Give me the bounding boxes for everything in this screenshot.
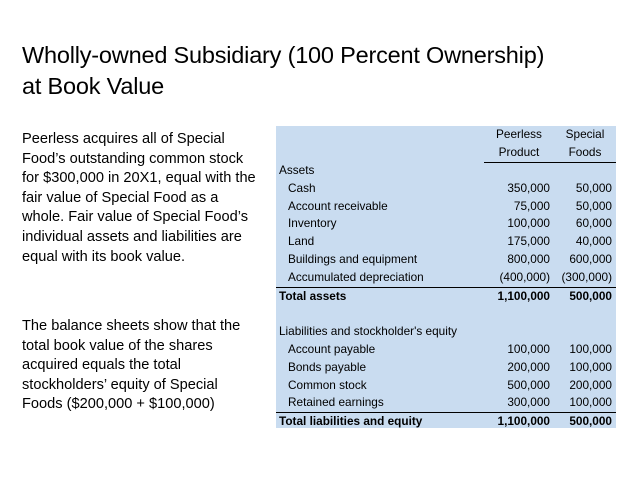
special-value: 600,000 bbox=[569, 252, 612, 267]
special-value: 100,000 bbox=[554, 394, 616, 412]
peerless-value: (400,000) bbox=[484, 269, 554, 287]
peerless-value: 350,000 bbox=[507, 180, 550, 195]
header-spacer bbox=[276, 126, 484, 144]
total-assets-label: Total assets bbox=[279, 288, 347, 303]
table-row bbox=[276, 215, 616, 233]
special-value: (300,000) bbox=[554, 269, 616, 287]
slide-title bbox=[22, 40, 622, 102]
acquisition-description: Peerless acquires all of Special Food’s outstanding common stock for $300,000 in 20X1, equal with the fair value of Special Food as a whole. Fair value of Special Food’s individual assets and liabilities are equal with its book value. bbox=[22, 131, 256, 265]
table-row bbox=[276, 377, 616, 395]
row-label: Cash bbox=[288, 180, 316, 195]
header-peerless-line1: Peerless bbox=[496, 127, 542, 141]
total-liabilities-special: 500,000 bbox=[569, 414, 612, 429]
peerless-value: 175,000 bbox=[507, 234, 550, 249]
assets-heading-row bbox=[276, 162, 616, 180]
special-value: 100,000 bbox=[569, 359, 612, 374]
row-label: Buildings and equipment bbox=[288, 252, 418, 267]
balance-sheet-panel bbox=[276, 126, 616, 428]
total-liabilities-peerless: 1,100,000 bbox=[497, 414, 550, 429]
header-peerless-line2: Product bbox=[484, 144, 554, 162]
special-value: 50,000 bbox=[575, 198, 612, 213]
title-line-1: Wholly-owned Subsidiary (100 Percent Ownership) bbox=[22, 42, 545, 68]
book-value-explanation: The balance sheets show that the total book value of the shares acquired equals the total stockholders’ equity of Special Foods ($200,000 + $100,000) bbox=[22, 318, 241, 413]
row-label: Accumulated depreciation bbox=[276, 269, 484, 287]
table-row bbox=[276, 233, 616, 251]
table-row bbox=[276, 269, 616, 287]
header-special-line1: Special bbox=[565, 127, 605, 141]
peerless-value: 200,000 bbox=[507, 359, 550, 374]
row-label: Bonds payable bbox=[288, 359, 367, 374]
header-row-1 bbox=[276, 126, 616, 144]
peerless-value: 500,000 bbox=[507, 377, 550, 392]
total-liabilities-label: Total liabilities and equity bbox=[279, 414, 423, 429]
table-row bbox=[276, 359, 616, 377]
table-row bbox=[276, 198, 616, 216]
total-assets-special: 500,000 bbox=[569, 288, 612, 303]
total-assets-row bbox=[276, 287, 616, 305]
peerless-value: 800,000 bbox=[507, 252, 550, 267]
row-label: Common stock bbox=[288, 377, 367, 392]
special-value: 200,000 bbox=[569, 377, 612, 392]
table-row bbox=[276, 251, 616, 269]
liabilities-heading: Liabilities and stockholder's equity bbox=[279, 324, 457, 339]
peerless-value: 75,000 bbox=[513, 198, 550, 213]
assets-heading: Assets bbox=[279, 163, 315, 178]
total-assets-peerless: 1,100,000 bbox=[497, 288, 550, 303]
total-liabilities-row bbox=[276, 413, 616, 431]
peerless-value: 100,000 bbox=[507, 342, 550, 357]
row-label: Account receivable bbox=[288, 198, 388, 213]
table-row bbox=[276, 180, 616, 198]
row-label: Account payable bbox=[288, 342, 376, 357]
special-value: 100,000 bbox=[569, 342, 612, 357]
liabilities-heading-row bbox=[276, 323, 616, 341]
header-special-line2: Foods bbox=[554, 144, 616, 162]
table-row bbox=[276, 394, 616, 412]
row-label: Land bbox=[288, 234, 315, 249]
special-value: 40,000 bbox=[575, 234, 612, 249]
header-spacer bbox=[276, 144, 484, 162]
title-line-2: at Book Value bbox=[22, 73, 164, 99]
peerless-value: 300,000 bbox=[484, 394, 554, 412]
table-row bbox=[276, 341, 616, 359]
header-row-2 bbox=[276, 144, 616, 162]
special-value: 50,000 bbox=[575, 180, 612, 195]
row-label: Inventory bbox=[288, 216, 337, 231]
special-value: 60,000 bbox=[575, 216, 612, 231]
peerless-value: 100,000 bbox=[507, 216, 550, 231]
row-label: Retained earnings bbox=[276, 394, 484, 412]
balance-sheet-table bbox=[276, 126, 616, 431]
spacer-row bbox=[276, 305, 616, 323]
